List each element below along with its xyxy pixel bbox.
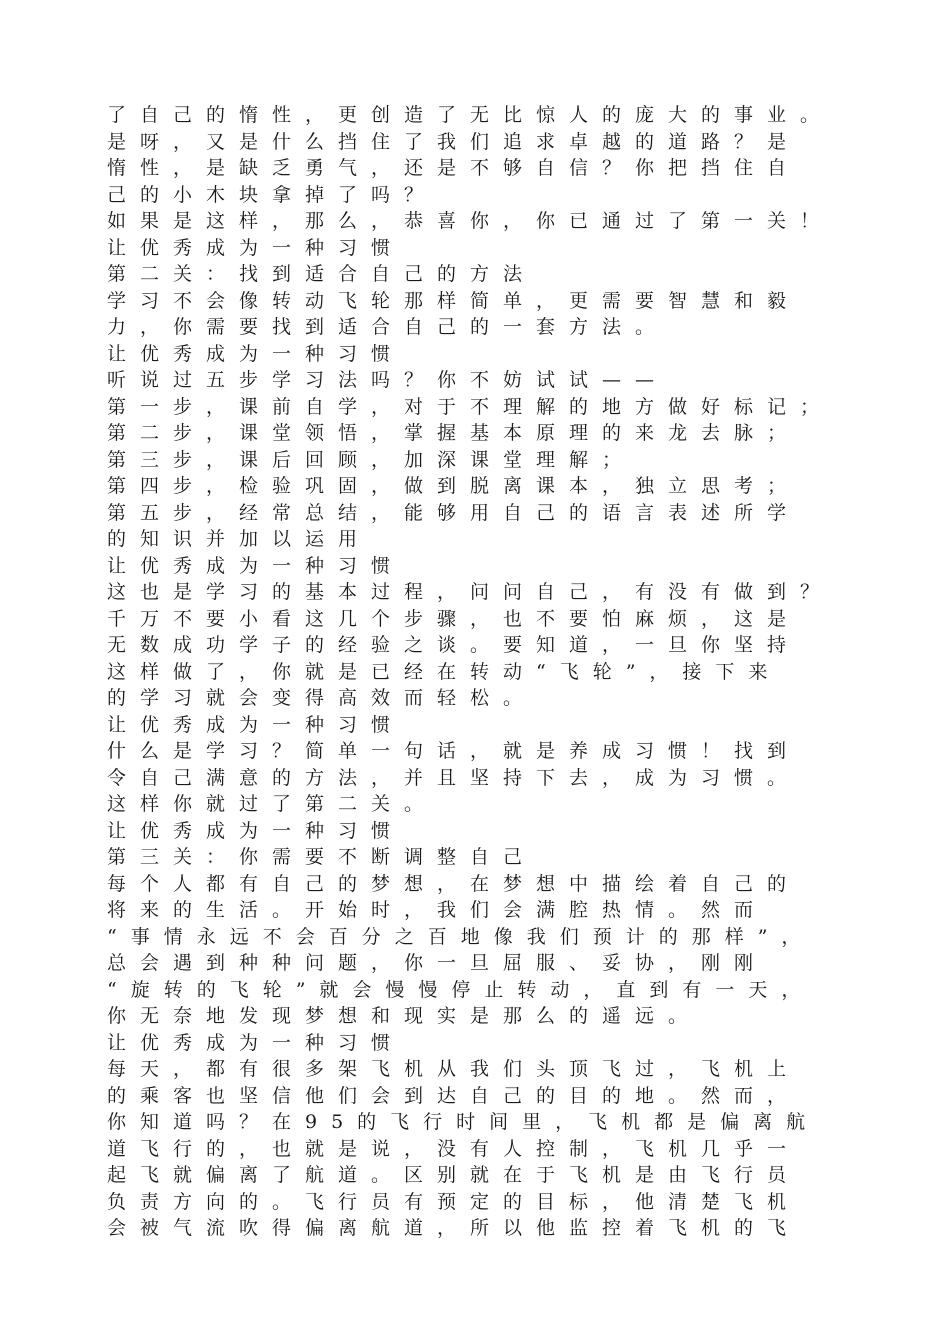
text-line: 是呀，又是什么挡住了我们追求卓越的道路？是 <box>107 130 801 153</box>
text-line: 的乘客也坚信他们会到达自己的目的地。然而， <box>107 1084 801 1107</box>
section-heading: 让优秀成为一种习惯 <box>107 342 405 365</box>
section-heading: 让优秀成为一种习惯 <box>107 1031 405 1054</box>
text-line: 第五步，经常总结，能够用自己的语言表述所学 <box>107 501 801 524</box>
text-line: 会被气流吹得偏离航道，所以他监控着飞机的飞 <box>107 1217 801 1239</box>
text-line: 每天，都有很多架飞机从我们头顶飞过，飞机上 <box>107 1058 801 1080</box>
section-heading: 第三关：你需要不断调整自己 <box>107 846 537 868</box>
text-line: 第一步，课前自学，对于不理解的地方做好标记； <box>107 395 834 418</box>
body-text <box>107 102 877 1242</box>
text-line: 第四步，检验巩固，做到脱离课本，独立思考； <box>107 475 801 497</box>
text-line: 第三步，课后回顾，加深课堂理解； <box>107 448 636 471</box>
text-line: 总会遇到种种问题，你一旦屈服、妥协，刚刚 <box>107 952 768 974</box>
section-heading: 让优秀成为一种习惯 <box>107 236 405 259</box>
text-line: 令自己满意的方法，并且坚持下去，成为习惯。 <box>107 766 801 789</box>
section-heading: 第二关：找到适合自己的方法 <box>107 263 537 285</box>
text-line: 第二步，课堂领悟，掌握基本原理的来龙去脉； <box>107 422 801 444</box>
text-line: 这样你就过了第二关。 <box>107 793 438 815</box>
text-line: 无数成功学子的经验之谈。要知道，一旦你坚持 <box>107 634 801 656</box>
text-line: 了自己的惰性，更创造了无比惊人的庞大的事业。 <box>107 104 834 126</box>
text-line: 千万不要小看这几个步骤，也不要怕麻烦，这是 <box>107 607 801 630</box>
section-heading: 让优秀成为一种习惯 <box>107 819 405 842</box>
text-line: 这也是学习的基本过程，问问自己，有没有做到？ <box>107 581 834 603</box>
text-line: 你知道吗？在95的飞行时间里，飞机都是偏离航 <box>107 1111 820 1133</box>
text-line: 听说过五步学习法吗？你不妨试试—— <box>107 369 669 391</box>
text-line: 道飞行的，也就是说，没有人控制，飞机几乎一 <box>107 1137 801 1160</box>
text-line: 的学习就会变得高效而轻松。 <box>107 687 537 709</box>
text-line: 力，你需要找到适合自己的一套方法。 <box>107 316 669 338</box>
section-heading: 让优秀成为一种习惯 <box>107 554 405 577</box>
text-line: 起飞就偏离了航道。区别就在于飞机是由飞行员 <box>107 1164 801 1186</box>
text-line: 这样做了，你就是已经在转动“飞轮”，接下来 <box>107 660 782 683</box>
text-line: 每个人都有自己的梦想，在梦想中描绘着自己的 <box>107 872 801 895</box>
text-line: 如果是这样，那么，恭喜你，你已通过了第一关！ <box>107 210 834 232</box>
section-heading: 让优秀成为一种习惯 <box>107 713 405 736</box>
text-line: 将来的生活。开始时，我们会满腔热情。然而 <box>107 899 768 921</box>
text-line: 己的小木块拿掉了吗？ <box>107 183 438 206</box>
text-line: “事情永远不会百分之百地像我们预计的那样”， <box>107 925 815 948</box>
text-line: “旋转的飞轮”就会慢慢停止转动，直到有一天， <box>107 978 815 1001</box>
text-line: 什么是学习？简单一句话，就是养成习惯！找到 <box>107 740 801 762</box>
text-line: 你无奈地发现梦想和现实是那么的遥远。 <box>107 1005 702 1027</box>
text-line: 负责方向的。飞行员有预定的目标，他清楚飞机 <box>107 1190 801 1213</box>
text-line: 的知识并加以运用 <box>107 528 372 550</box>
text-line: 惰性，是缺乏勇气，还是不够自信？你把挡住自 <box>107 157 801 179</box>
text-line: 学习不会像转动飞轮那样简单，更需要智慧和毅 <box>107 289 801 312</box>
